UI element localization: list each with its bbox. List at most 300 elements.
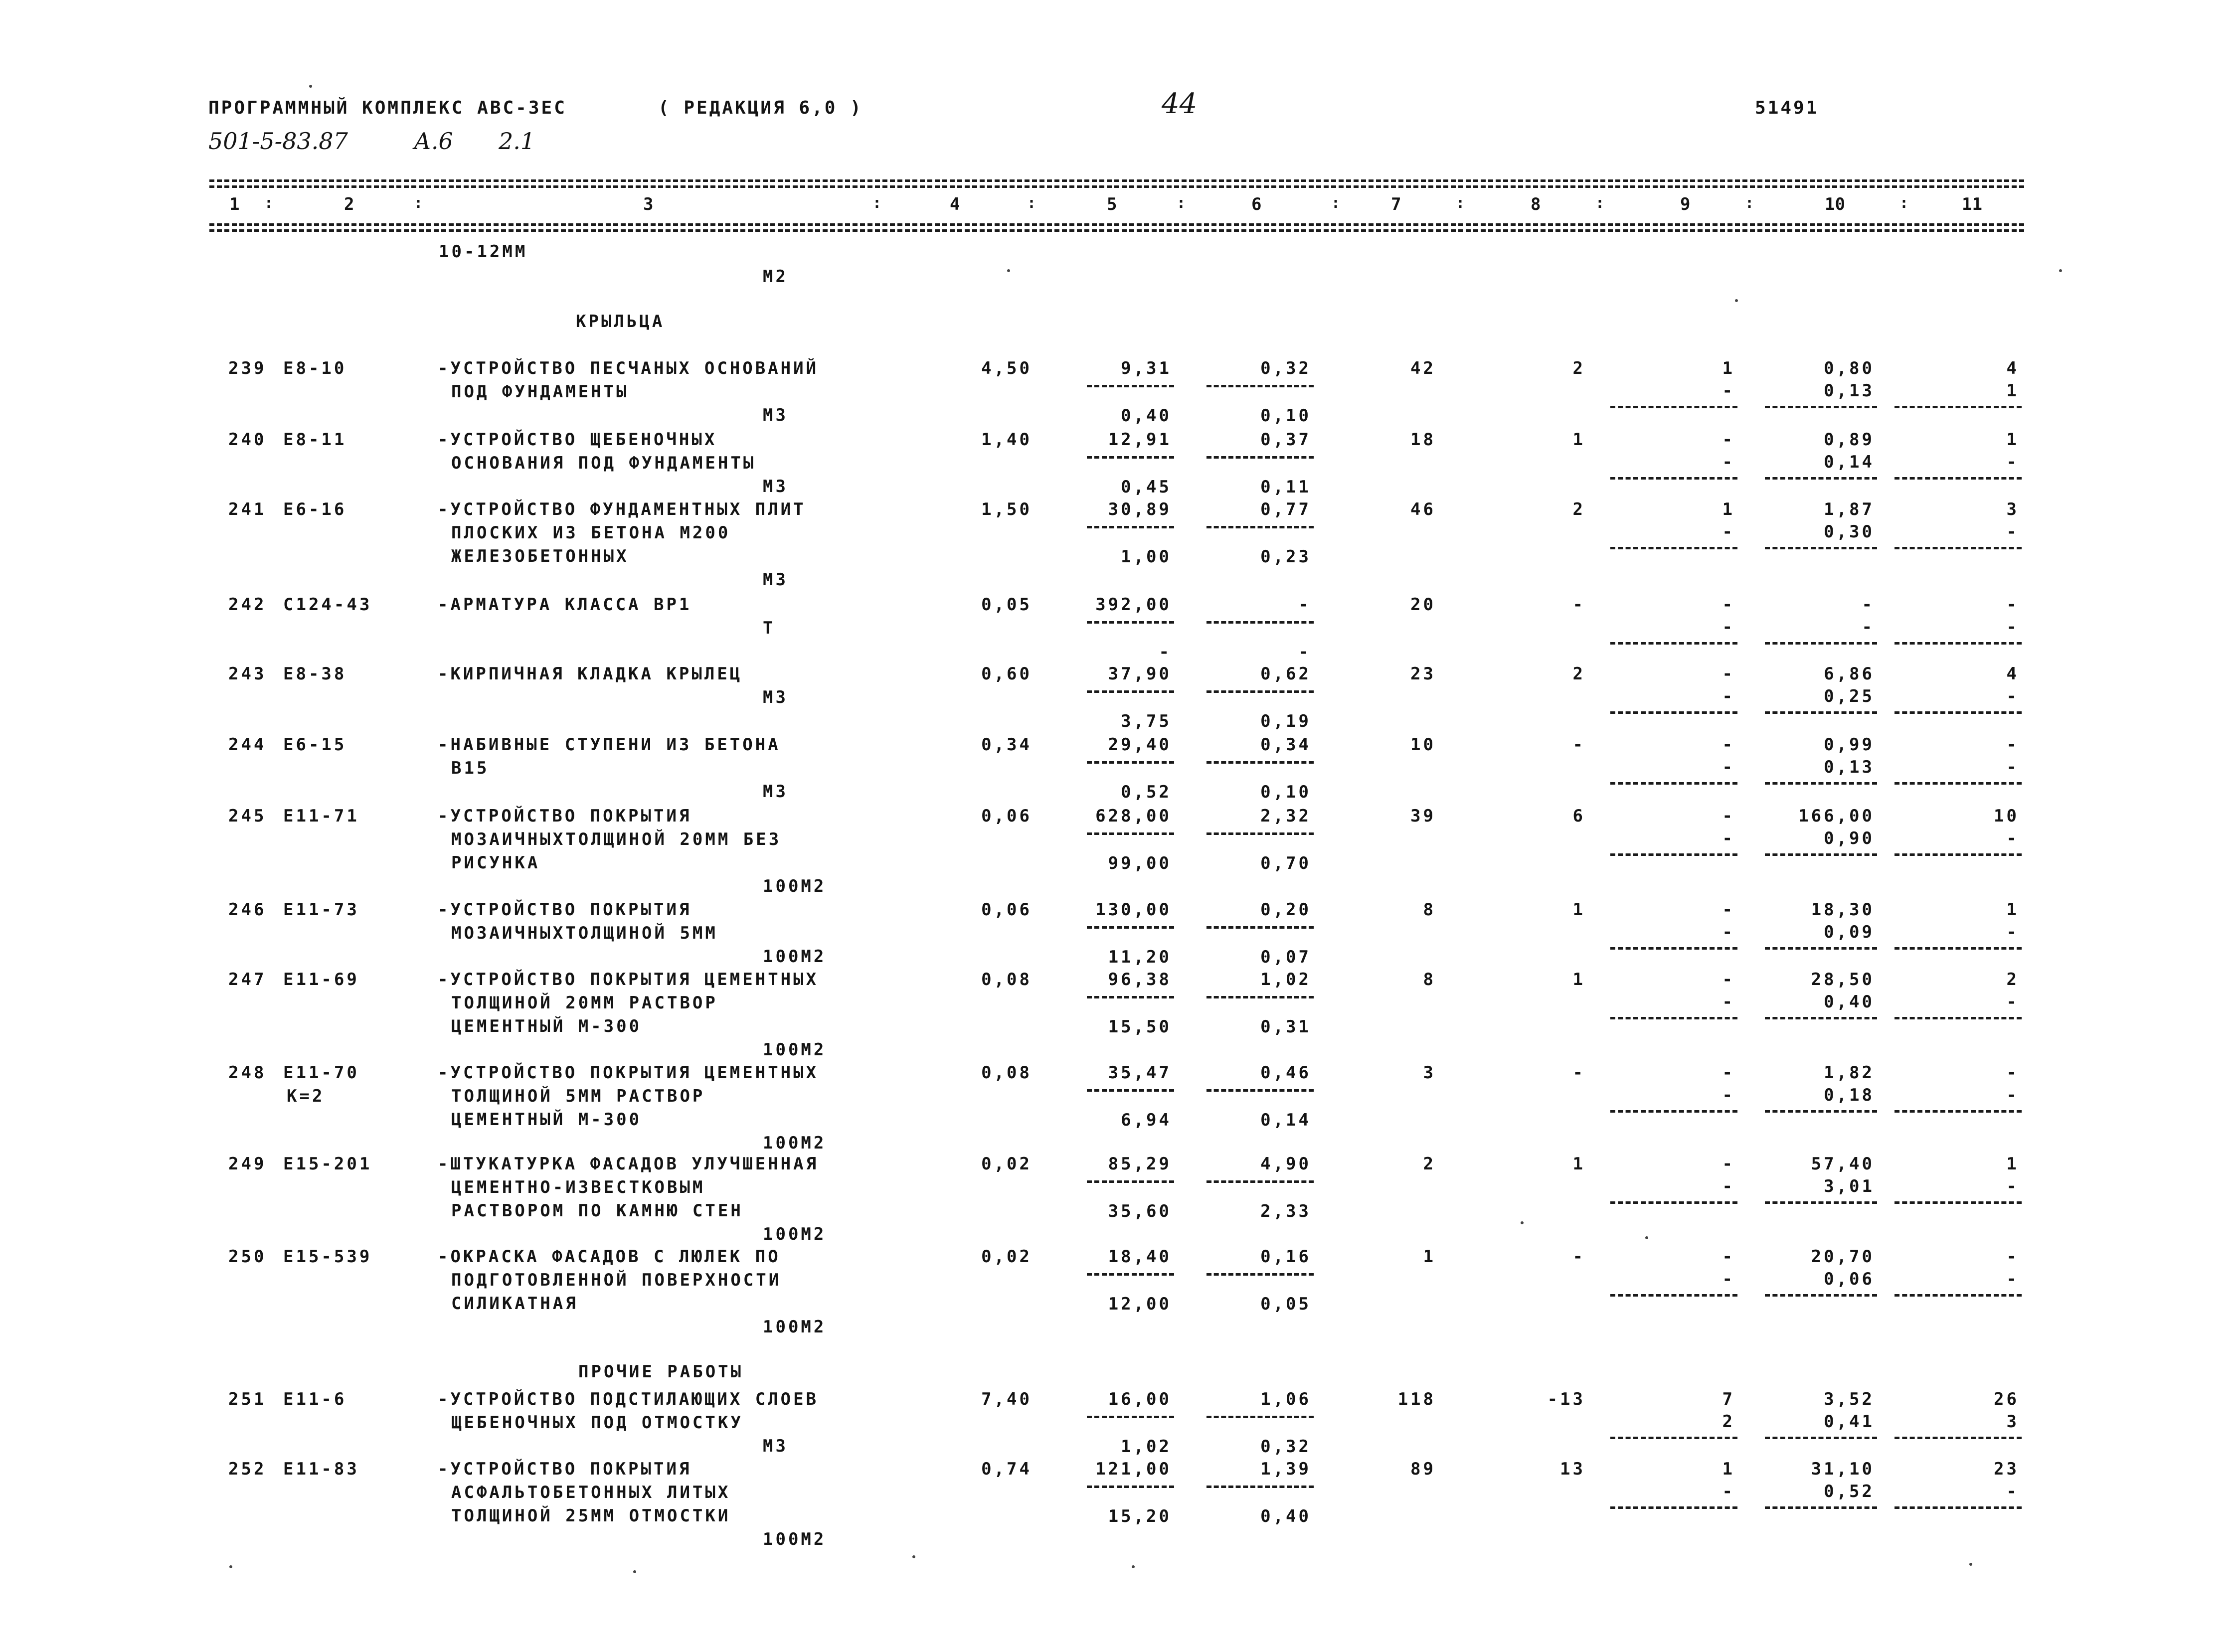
work-description-line1: -УСТРОЙСТВО ФУНДАМЕНТНЫХ ПЛИТ <box>438 499 806 519</box>
work-description-line1: -ШТУКАТУРКА ФАСАДОВ УЛУЧШЕННАЯ <box>438 1154 819 1174</box>
wages-unit: 0,10 <box>1260 406 1311 426</box>
subtotal-rule-col11 <box>1895 853 2022 856</box>
edition-label: ( РЕДАКЦИЯ 6,0 ) <box>658 98 863 118</box>
column-9-subvalue: - <box>1722 922 1735 942</box>
measure-unit: М3 <box>763 782 788 802</box>
wages-total: 0,20 <box>1260 900 1311 920</box>
rate-code: Е8-38 <box>283 664 347 684</box>
row-number: 247 <box>228 970 267 990</box>
subtotal-rule-col11 <box>1895 1437 2022 1439</box>
column-11-subvalue: - <box>2006 992 2019 1012</box>
column-10-subvalue: 0,40 <box>1824 992 1875 1012</box>
quantity: 0,06 <box>981 900 1032 920</box>
column-separator: : <box>1456 194 1465 212</box>
subtotal-rule-col11 <box>1895 782 2022 785</box>
rate-code: Е8-11 <box>283 430 347 450</box>
column-9-subvalue: - <box>1722 1176 1735 1196</box>
column-7-value: 39 <box>1410 806 1436 826</box>
quantity: 0,08 <box>981 1063 1032 1083</box>
column-10-value: 28,50 <box>1811 970 1875 990</box>
cost-unit: 15,50 <box>1108 1017 1172 1037</box>
wages-unit: 0,11 <box>1260 477 1311 497</box>
subtotal-rule-col9 <box>1610 782 1737 785</box>
column-10-value: 3,52 <box>1824 1389 1875 1409</box>
cost-total: 18,40 <box>1108 1247 1172 1267</box>
column-8-value: 2 <box>1572 499 1585 519</box>
subtotal-rule-col9 <box>1610 642 1737 645</box>
subtotal-rule-col11 <box>1895 711 2022 714</box>
row-number: 244 <box>228 735 267 755</box>
subtotal-rule-col5 <box>1087 1486 1174 1488</box>
work-description-line2: ТОЛЩИНОЙ 5ММ РАСТВОР <box>451 1086 705 1106</box>
work-description-line1: -УСТРОЙСТВО ПЕСЧАНЫХ ОСНОВАНИЙ <box>438 358 819 378</box>
subtotal-rule-col10 <box>1765 1110 1877 1113</box>
column-7-value: 10 <box>1410 735 1436 755</box>
column-separator: : <box>1595 194 1605 212</box>
row-number: 245 <box>228 806 267 826</box>
subtotal-rule-col9 <box>1610 1506 1737 1509</box>
cost-total: 85,29 <box>1108 1154 1172 1174</box>
subtotal-rule-col10 <box>1765 1017 1877 1019</box>
column-10-subvalue: 0,30 <box>1824 522 1875 542</box>
subtotal-rule-col9 <box>1610 1294 1737 1297</box>
subtotal-rule-col6 <box>1206 385 1314 387</box>
column-11-value: 1 <box>2006 900 2019 920</box>
column-8-value: - <box>1572 595 1585 615</box>
cost-unit: 12,00 <box>1108 1294 1172 1314</box>
column-8-value: 2 <box>1572 358 1585 378</box>
column-10-subvalue: 0,06 <box>1824 1269 1875 1289</box>
measure-unit: 100М2 <box>763 947 827 967</box>
column-7-value: 23 <box>1410 664 1436 684</box>
measure-unit: 100М2 <box>763 1317 827 1337</box>
measure-unit: М3 <box>763 1436 788 1456</box>
cost-total: 392,00 <box>1095 595 1172 615</box>
column-11-subvalue: - <box>2006 1269 2019 1289</box>
subtotal-rule-col5 <box>1087 832 1174 835</box>
column-separator: : <box>872 194 882 212</box>
work-description-line2: ОСНОВАНИЯ ПОД ФУНДАМЕНТЫ <box>451 453 756 473</box>
quantity: 4,50 <box>981 358 1032 378</box>
wages-total: 0,62 <box>1260 664 1311 684</box>
row-label-thickness: 10-12ММ <box>439 242 528 262</box>
table-header-rule-2 <box>209 229 2024 232</box>
subtotal-rule-col10 <box>1765 947 1877 950</box>
document-code: 51491 <box>1755 98 1819 118</box>
subtotal-rule-col5 <box>1087 1089 1174 1092</box>
measure-unit: 100М2 <box>763 1529 827 1549</box>
column-10-value: 6,86 <box>1824 664 1875 684</box>
column-header-1: 1 <box>229 194 240 214</box>
column-7-value: 20 <box>1410 595 1436 615</box>
column-9-value: - <box>1722 806 1735 826</box>
subtotal-rule-col10 <box>1765 477 1877 480</box>
cost-unit: 15,20 <box>1108 1506 1172 1526</box>
column-header-4: 4 <box>950 194 960 214</box>
row-number: 239 <box>228 358 267 378</box>
work-description-line3: СИЛИКАТНАЯ <box>451 1294 578 1314</box>
work-description-line1: -УСТРОЙСТВО ПОКРЫТИЯ <box>438 900 692 920</box>
work-description-line1: -УСТРОЙСТВО ПОКРЫТИЯ ЦЕМЕНТНЫХ <box>438 970 819 990</box>
scan-speck <box>2059 269 2062 272</box>
rate-code: Е15-539 <box>283 1247 372 1267</box>
column-separator: : <box>1027 194 1036 212</box>
subtotal-rule-col10 <box>1765 1294 1877 1297</box>
subtotal-rule-col6 <box>1206 832 1314 835</box>
quantity: 1,50 <box>981 499 1032 519</box>
subtotal-rule-col6 <box>1206 456 1314 459</box>
wages-total: 1,39 <box>1260 1459 1311 1479</box>
column-8-value: - <box>1572 735 1585 755</box>
column-10-value: 57,40 <box>1811 1154 1875 1174</box>
column-11-subvalue: 1 <box>2006 381 2019 401</box>
column-9-value: - <box>1722 970 1735 990</box>
column-10-subvalue: 0,90 <box>1824 828 1875 848</box>
cost-unit: 1,00 <box>1121 547 1172 567</box>
work-description-line1: -УСТРОЙСТВО ПОКРЫТИЯ <box>438 1459 692 1479</box>
cost-total: 37,90 <box>1108 664 1172 684</box>
column-9-value: 1 <box>1722 499 1735 519</box>
column-11-value: 4 <box>2006 358 2019 378</box>
work-description-line2: В15 <box>451 758 490 778</box>
cost-total: 30,89 <box>1108 499 1172 519</box>
column-9-subvalue: - <box>1722 992 1735 1012</box>
quantity: 0,02 <box>981 1154 1032 1174</box>
subtotal-rule-col5 <box>1087 761 1174 764</box>
wages-unit: 0,05 <box>1260 1294 1311 1314</box>
row-number: 248 <box>228 1063 267 1083</box>
subtotal-rule-col5 <box>1087 526 1174 528</box>
column-9-subvalue: - <box>1722 686 1735 706</box>
work-description-line2: МОЗАИЧНЫХТОЛЩИНОЙ 20ММ БЕЗ <box>451 829 782 849</box>
cost-unit: 0,45 <box>1121 477 1172 497</box>
column-11-value: - <box>2006 595 2019 615</box>
column-9-value: 1 <box>1722 358 1735 378</box>
column-11-value: 3 <box>2006 499 2019 519</box>
column-11-subvalue: 3 <box>2006 1412 2019 1432</box>
column-8-value: 2 <box>1572 664 1585 684</box>
wages-unit: 0,31 <box>1260 1017 1311 1037</box>
column-11-subvalue: - <box>2006 686 2019 706</box>
quantity: 0,60 <box>981 664 1032 684</box>
column-8-value: 6 <box>1572 806 1585 826</box>
column-11-subvalue: - <box>2006 757 2019 777</box>
subtotal-rule-col10 <box>1765 853 1877 856</box>
column-9-value: 1 <box>1722 1459 1735 1479</box>
column-9-subvalue: - <box>1722 617 1735 637</box>
column-9-value: - <box>1722 595 1735 615</box>
column-header-9: 9 <box>1680 194 1691 214</box>
subtotal-rule-col11 <box>1895 1506 2022 1509</box>
wages-total: 2,32 <box>1260 806 1311 826</box>
scan-speck <box>309 85 312 88</box>
scan-speck <box>1521 1221 1524 1224</box>
cost-unit: - <box>1159 642 1172 662</box>
subtotal-rule-col5 <box>1087 456 1174 459</box>
subtotal-rule-col6 <box>1206 1273 1314 1276</box>
section-title-porches: КРЫЛЬЦА <box>576 312 665 331</box>
work-description-line3: ЦЕМЕНТНЫЙ М-300 <box>451 1110 642 1130</box>
column-11-value: 1 <box>2006 1154 2019 1174</box>
measure-unit: М3 <box>763 477 788 496</box>
wages-total: 1,06 <box>1260 1389 1311 1409</box>
wages-unit: 2,33 <box>1260 1201 1311 1221</box>
column-10-subvalue: 0,13 <box>1824 381 1875 401</box>
column-9-subvalue: - <box>1722 522 1735 542</box>
cost-total: 16,00 <box>1108 1389 1172 1409</box>
column-10-subvalue: 0,18 <box>1824 1085 1875 1105</box>
work-description-line2: ПОДГОТОВЛЕННОЙ ПОВЕРХНОСТИ <box>451 1270 782 1290</box>
row-label-unit: М2 <box>763 267 788 287</box>
column-10-value: 20,70 <box>1811 1247 1875 1267</box>
column-separator: : <box>264 194 274 212</box>
cost-total: 96,38 <box>1108 970 1172 990</box>
column-8-value: - <box>1572 1063 1585 1083</box>
column-8-value: 1 <box>1572 900 1585 920</box>
work-description-line3: РАСТВОРОМ ПО КАМНЮ СТЕН <box>451 1201 743 1221</box>
cost-total: 628,00 <box>1095 806 1172 826</box>
column-header-2: 2 <box>344 194 354 214</box>
rate-code: Е11-73 <box>283 900 359 920</box>
cost-unit: 99,00 <box>1108 853 1172 873</box>
column-11-subvalue: - <box>2006 1085 2019 1105</box>
subtotal-rule-col5 <box>1087 996 1174 998</box>
subtotal-rule-col11 <box>1895 1201 2022 1204</box>
subtotal-rule-col9 <box>1610 406 1737 408</box>
row-number: 242 <box>228 595 267 615</box>
wages-unit: 0,07 <box>1260 947 1311 967</box>
subtotal-rule-col6 <box>1206 526 1314 528</box>
column-8-value: 1 <box>1572 970 1585 990</box>
subtotal-rule-col6 <box>1206 1180 1314 1183</box>
column-9-value: - <box>1722 1154 1735 1174</box>
wages-unit: 0,23 <box>1260 547 1311 567</box>
column-10-subvalue: - <box>1862 617 1875 637</box>
work-description-line1: -ОКРАСКА ФАСАДОВ С ЛЮЛЕК ПО <box>438 1247 781 1267</box>
column-11-value: 1 <box>2006 430 2019 450</box>
subtotal-rule-col9 <box>1610 1201 1737 1204</box>
column-10-value: 166,00 <box>1798 806 1875 826</box>
column-separator: : <box>414 194 423 212</box>
column-11-subvalue: - <box>2006 828 2019 848</box>
subtotal-rule-col11 <box>1895 477 2022 480</box>
column-10-subvalue: 0,14 <box>1824 452 1875 472</box>
cost-total: 29,40 <box>1108 735 1172 755</box>
quantity: 0,05 <box>981 595 1032 615</box>
work-description-line1: -УСТРОЙСТВО ПОДСТИЛАЮЩИХ СЛОЕВ <box>438 1389 819 1409</box>
column-7-value: 89 <box>1410 1459 1436 1479</box>
subtotal-rule-col11 <box>1895 1110 2022 1113</box>
handwritten-part: 2.1 <box>499 128 535 155</box>
cost-total: 35,47 <box>1108 1063 1172 1083</box>
wages-total: 0,77 <box>1260 499 1311 519</box>
column-11-subvalue: - <box>2006 1482 2019 1501</box>
subtotal-rule-col9 <box>1610 711 1737 714</box>
subtotal-rule-col10 <box>1765 1437 1877 1439</box>
column-9-value: - <box>1722 1063 1735 1083</box>
work-description-line3: РИСУНКА <box>451 853 540 873</box>
quantity: 0,02 <box>981 1247 1032 1267</box>
column-header-8: 8 <box>1531 194 1541 214</box>
column-11-subvalue: - <box>2006 922 2019 942</box>
wages-total: 0,16 <box>1260 1247 1311 1267</box>
row-number: 249 <box>228 1154 267 1174</box>
column-11-value: 4 <box>2006 664 2019 684</box>
scan-speck <box>1645 1236 1648 1239</box>
column-7-value: 46 <box>1410 499 1436 519</box>
subtotal-rule-col5 <box>1087 1273 1174 1276</box>
cost-unit: 0,40 <box>1121 406 1172 426</box>
column-9-value: - <box>1722 430 1735 450</box>
wages-total: 0,32 <box>1260 358 1311 378</box>
subtotal-rule-col6 <box>1206 996 1314 998</box>
row-number: 241 <box>228 499 267 519</box>
quantity: 0,06 <box>981 806 1032 826</box>
column-header-3: 3 <box>643 194 654 214</box>
page-number: 44 <box>1162 88 1198 120</box>
subtotal-rule-col9 <box>1610 1437 1737 1439</box>
column-10-value: 1,82 <box>1824 1063 1875 1083</box>
subtotal-rule-col10 <box>1765 642 1877 645</box>
cost-unit: 0,52 <box>1121 782 1172 802</box>
subtotal-rule-col6 <box>1206 926 1314 929</box>
column-10-subvalue: 0,52 <box>1824 1482 1875 1501</box>
rate-code: Е8-10 <box>283 358 347 378</box>
cost-unit: 11,20 <box>1108 947 1172 967</box>
cost-unit: 3,75 <box>1121 711 1172 731</box>
column-11-subvalue: - <box>2006 617 2019 637</box>
row-number: 252 <box>228 1459 267 1479</box>
column-header-7: 7 <box>1391 194 1401 214</box>
subtotal-rule-col5 <box>1087 1180 1174 1183</box>
column-9-subvalue: - <box>1722 757 1735 777</box>
quantity: 0,08 <box>981 970 1032 990</box>
work-description-line2: ТОЛЩИНОЙ 20ММ РАСТВОР <box>451 993 718 1013</box>
column-header-10: 10 <box>1825 194 1845 214</box>
rate-code: Е6-15 <box>283 735 347 755</box>
work-description-line1: -КИРПИЧНАЯ КЛАДКА КРЫЛЕЦ <box>438 664 743 684</box>
column-header-11: 11 <box>1962 194 1982 214</box>
column-11-subvalue: - <box>2006 452 2019 472</box>
work-description-line2: АСФАЛЬТОБЕТОННЫХ ЛИТЫХ <box>451 1483 731 1502</box>
column-10-value: - <box>1862 595 1875 615</box>
subtotal-rule-col11 <box>1895 406 2022 408</box>
subtotal-rule-col5 <box>1087 926 1174 929</box>
subtotal-rule-col10 <box>1765 782 1877 785</box>
subtotal-rule-col10 <box>1765 1506 1877 1509</box>
subtotal-rule-col5 <box>1087 690 1174 693</box>
rate-code: Е6-16 <box>283 499 347 519</box>
subtotal-rule-col11 <box>1895 1294 2022 1297</box>
column-separator: : <box>1331 194 1341 212</box>
column-header-5: 5 <box>1107 194 1117 214</box>
rate-code: Е11-70 <box>283 1063 359 1083</box>
wages-unit: 0,40 <box>1260 1506 1311 1526</box>
rate-code: Е11-83 <box>283 1459 359 1479</box>
work-description-line1: -НАБИВНЫЕ СТУПЕНИ ИЗ БЕТОНА <box>438 735 781 755</box>
column-7-value: 2 <box>1423 1154 1436 1174</box>
quantity: 0,34 <box>981 735 1032 755</box>
subtotal-rule-col6 <box>1206 621 1314 624</box>
column-9-value: 7 <box>1722 1389 1735 1409</box>
column-8-value: 13 <box>1560 1459 1585 1479</box>
work-description-line1: -УСТРОЙСТВО ПОКРЫТИЯ <box>438 806 692 826</box>
column-8-value: -13 <box>1547 1389 1585 1409</box>
scan-speck <box>633 1570 636 1573</box>
row-number: 240 <box>228 430 267 450</box>
column-8-value: 1 <box>1572 430 1585 450</box>
subtotal-rule-col11 <box>1895 1017 2022 1019</box>
work-description-line2: ПОД ФУНДАМЕНТЫ <box>451 382 629 402</box>
cost-total: 12,91 <box>1108 430 1172 450</box>
quantity: 1,40 <box>981 430 1032 450</box>
scan-speck <box>1007 269 1010 272</box>
subtotal-rule-col5 <box>1087 1416 1174 1418</box>
table-top-rule <box>209 179 2024 182</box>
column-9-value: - <box>1722 735 1735 755</box>
column-7-value: 18 <box>1410 430 1436 450</box>
column-7-value: 42 <box>1410 358 1436 378</box>
cost-total: 9,31 <box>1121 358 1172 378</box>
measure-unit: М3 <box>763 570 788 590</box>
measure-unit: М3 <box>763 405 788 425</box>
program-title: ПРОГРАММНЫЙ КОМПЛЕКС АВС-ЗЕС <box>208 98 567 118</box>
cost-total: 130,00 <box>1095 900 1172 920</box>
subtotal-rule-col9 <box>1610 547 1737 549</box>
subtotal-rule-col9 <box>1610 947 1737 950</box>
column-11-value: - <box>2006 1247 2019 1267</box>
section-title-other-works: ПРОЧИЕ РАБОТЫ <box>578 1362 744 1382</box>
wages-total: 0,34 <box>1260 735 1311 755</box>
row-number: 243 <box>228 664 267 684</box>
rate-code: Е15-201 <box>283 1154 372 1174</box>
measure-unit: 100М2 <box>763 1133 827 1153</box>
scan-speck <box>1132 1565 1135 1568</box>
column-10-value: 0,80 <box>1824 358 1875 378</box>
column-7-value: 8 <box>1423 970 1436 990</box>
column-10-value: 31,10 <box>1811 1459 1875 1479</box>
subtotal-rule-col6 <box>1206 761 1314 764</box>
work-description-line1: -УСТРОЙСТВО ПОКРЫТИЯ ЦЕМЕНТНЫХ <box>438 1063 819 1083</box>
column-11-value: - <box>2006 735 2019 755</box>
subtotal-rule-col10 <box>1765 711 1877 714</box>
subtotal-rule-col10 <box>1765 1201 1877 1204</box>
work-description-line2: МОЗАИЧНЫХТОЛЩИНОЙ 5ММ <box>451 923 718 943</box>
column-7-value: 118 <box>1397 1389 1436 1409</box>
quantity: 7,40 <box>981 1389 1032 1409</box>
measure-unit: Т <box>763 618 776 638</box>
wages-total: 1,02 <box>1260 970 1311 990</box>
column-9-value: - <box>1722 664 1735 684</box>
wages-unit: 0,32 <box>1260 1437 1311 1457</box>
cost-total: 121,00 <box>1095 1459 1172 1479</box>
wages-total: 4,90 <box>1260 1154 1311 1174</box>
column-8-value: - <box>1572 1247 1585 1267</box>
work-description-line3: ТОЛЩИНОЙ 25ММ ОТМОСТКИ <box>451 1506 731 1526</box>
column-10-value: 0,99 <box>1824 735 1875 755</box>
measure-unit: 100М2 <box>763 1224 827 1244</box>
subtotal-rule-col11 <box>1895 547 2022 549</box>
table-header-rule <box>209 223 2024 226</box>
column-header-6: 6 <box>1251 194 1262 214</box>
subtotal-rule-col6 <box>1206 690 1314 693</box>
column-10-value: 18,30 <box>1811 900 1875 920</box>
wages-unit: - <box>1298 642 1311 662</box>
column-9-value: - <box>1722 1247 1735 1267</box>
scan-speck <box>229 1565 232 1568</box>
measure-unit: М3 <box>763 687 788 707</box>
column-10-value: 0,89 <box>1824 430 1875 450</box>
